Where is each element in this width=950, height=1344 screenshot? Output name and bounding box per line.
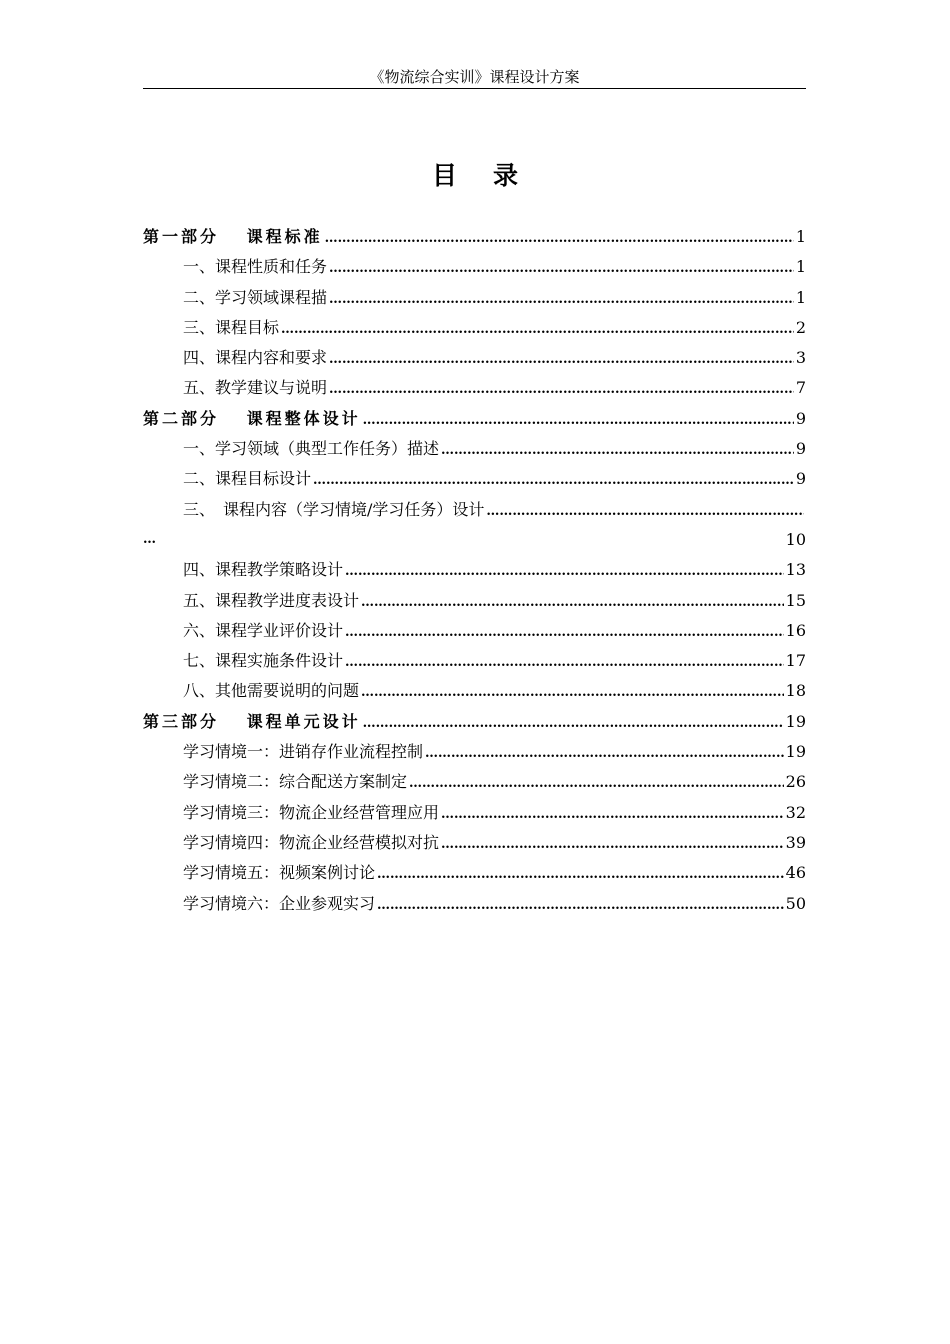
toc-entry[interactable] xyxy=(143,555,806,585)
toc-part-entry[interactable] xyxy=(143,404,806,434)
toc-entry-label: 一、课程性质和任务 xyxy=(183,257,328,277)
toc-dot-leader xyxy=(441,830,784,858)
toc-entry[interactable] xyxy=(143,313,806,343)
toc-dot-leader xyxy=(281,315,794,343)
toc-entry-continuation[interactable] xyxy=(143,525,806,555)
toc-entry[interactable] xyxy=(143,798,806,828)
toc-title: 目录 xyxy=(431,161,554,190)
toc-entry-label: 学习情境二：综合配送方案制定 xyxy=(183,772,408,792)
toc-dot-leader xyxy=(345,648,784,676)
toc-dot-leader xyxy=(425,739,784,767)
toc-dot-leader xyxy=(486,497,804,525)
toc-entry[interactable] xyxy=(143,586,806,616)
toc-entry[interactable] xyxy=(143,343,806,373)
toc-entry-label: 第三部分 课程单元设计 xyxy=(143,711,361,731)
toc-page-number: 32 xyxy=(785,802,806,822)
toc-dot-leader xyxy=(325,224,794,252)
toc-dot-leader xyxy=(345,557,784,585)
toc-dot-leader xyxy=(329,345,794,373)
toc-list xyxy=(143,222,806,919)
toc-entry[interactable] xyxy=(143,495,806,525)
toc-dot-leader xyxy=(313,466,794,494)
toc-dot-leader xyxy=(329,285,794,313)
toc-entry[interactable] xyxy=(143,889,806,919)
toc-page-number: 39 xyxy=(785,832,806,852)
toc-entry-label: 六、课程学业评价设计 xyxy=(183,620,344,640)
toc-dot-leader xyxy=(329,375,794,403)
toc-page-number: 13 xyxy=(785,560,806,580)
toc-entry[interactable] xyxy=(143,828,806,858)
toc-dot-leader xyxy=(409,769,784,797)
toc-entry[interactable] xyxy=(143,858,806,888)
toc-entry-label: 学习情境六：企业参观实习 xyxy=(183,893,376,913)
toc-entry-label: 学习情境五：视频案例讨论 xyxy=(183,863,376,883)
toc-dot-leader xyxy=(441,800,784,828)
toc-page-number: 7 xyxy=(795,378,806,398)
toc-page-number: 1 xyxy=(795,257,806,277)
toc-page-number: 19 xyxy=(785,742,806,762)
toc-page-number: 10 xyxy=(785,529,806,549)
header-rule xyxy=(143,88,806,89)
toc-entry-label: 二、学习领域课程描 xyxy=(183,287,328,307)
page-header: 《物流综合实训》课程设计方案 xyxy=(369,68,580,86)
toc-dot-leader xyxy=(377,891,784,919)
toc-dot-leader xyxy=(363,709,784,737)
toc-entry-label: 八、其他需要说明的问题 xyxy=(183,681,360,701)
toc-dot-leader xyxy=(345,618,784,646)
toc-entry-label: 学习情境四：物流企业经营模拟对抗 xyxy=(183,832,440,852)
toc-page-number: 15 xyxy=(785,590,806,610)
toc-page-number: 1 xyxy=(795,287,806,307)
toc-page-number: 9 xyxy=(795,469,806,489)
toc-page-number: 2 xyxy=(795,317,806,337)
toc-entry-label: 学习情境一：进销存作业流程控制 xyxy=(183,742,424,762)
toc-dot-leader xyxy=(361,588,784,616)
toc-dot-leader xyxy=(363,406,794,434)
toc-entry[interactable] xyxy=(143,283,806,313)
toc-dot-leader xyxy=(441,436,794,464)
toc-part-entry[interactable] xyxy=(143,222,806,252)
toc-page-number: 9 xyxy=(795,408,806,428)
toc-page-number: 16 xyxy=(785,620,806,640)
toc-entry-label: 三、课程目标 xyxy=(183,317,280,337)
toc-page-number: 3 xyxy=(795,348,806,368)
toc-entry[interactable] xyxy=(143,464,806,494)
toc-page-number: 17 xyxy=(785,651,806,671)
toc-page-number: 9 xyxy=(795,439,806,459)
toc-part-entry[interactable] xyxy=(143,707,806,737)
toc-entry-label: 四、课程教学策略设计 xyxy=(183,560,344,580)
toc-dot-leader xyxy=(361,678,784,706)
toc-entry[interactable] xyxy=(143,737,806,767)
toc-entry-label: 五、课程教学进度表设计 xyxy=(183,590,360,610)
toc-entry[interactable] xyxy=(143,616,806,646)
toc-entry[interactable] xyxy=(143,373,806,403)
toc-entry-label: 第一部分 课程标准 xyxy=(143,227,323,246)
toc-entry-label: 三、 课程内容（学习情境/学习任务）设计 xyxy=(183,499,485,519)
toc-page-number: 46 xyxy=(785,863,806,883)
toc-page-number: 19 xyxy=(785,711,806,731)
toc-entry[interactable] xyxy=(143,252,806,282)
toc-page-number: 50 xyxy=(785,893,806,913)
toc-page-number: 1 xyxy=(795,227,806,246)
toc-dot-leader-continuation: … xyxy=(143,531,156,547)
toc-entry[interactable] xyxy=(143,646,806,676)
toc-dot-leader xyxy=(329,254,794,282)
toc-entry-label: 一、学习领域（典型工作任务）描述 xyxy=(183,439,440,459)
toc-entry-label: 第二部分 课程整体设计 xyxy=(143,408,361,428)
toc-entry-label: 学习情境三：物流企业经营管理应用 xyxy=(183,802,440,822)
toc-dot-leader xyxy=(377,860,784,888)
toc-entry[interactable] xyxy=(143,676,806,706)
toc-entry[interactable] xyxy=(143,767,806,797)
toc-entry-label: 四、课程内容和要求 xyxy=(183,348,328,368)
toc-entry[interactable] xyxy=(143,434,806,464)
toc-page-number: 26 xyxy=(785,772,806,792)
toc-page-number: 18 xyxy=(785,681,806,701)
toc-entry-label: 五、教学建议与说明 xyxy=(183,378,328,398)
toc-entry-label: 七、课程实施条件设计 xyxy=(183,651,344,671)
toc-entry-label: 二、课程目标设计 xyxy=(183,469,312,489)
